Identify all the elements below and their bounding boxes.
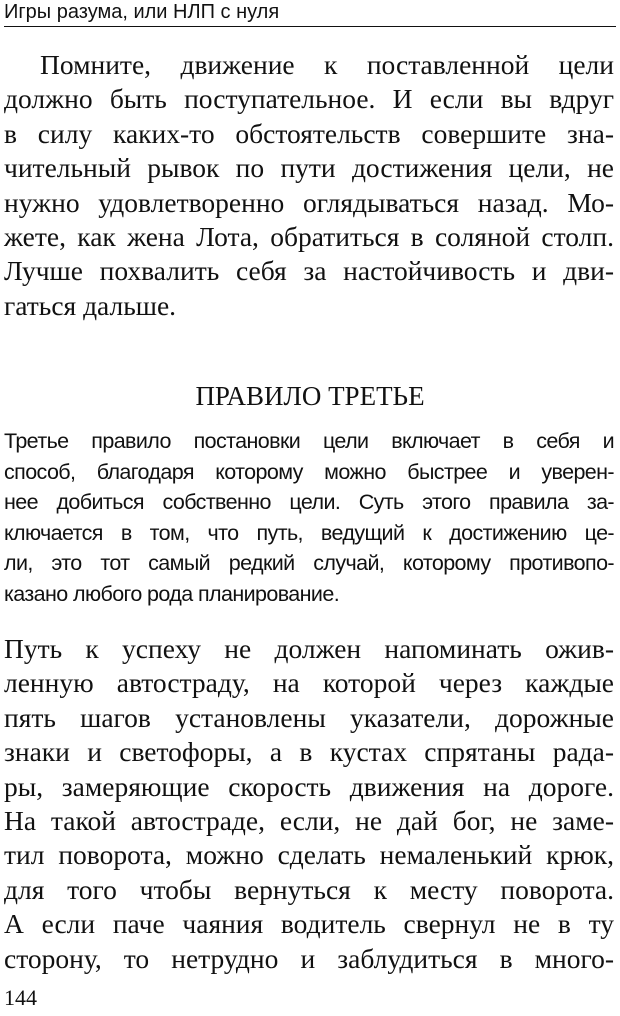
text-line: нее добиться собственно цели. Суть этого правила за- bbox=[4, 490, 614, 515]
text-line: Путь к успеху не должен напоминать ожив- bbox=[4, 633, 614, 664]
text-line: должно быть поступательное. И если вы вдруг bbox=[4, 83, 614, 115]
paragraph-2 bbox=[4, 426, 614, 610]
text-line: ключается в том, что путь, ведущий к достижению це- bbox=[4, 520, 614, 545]
section-heading: ПРАВИЛО ТРЕТЬЕ bbox=[195, 381, 425, 411]
text-line: Третье правило постановки цели включает в себя и bbox=[4, 429, 614, 453]
text-line: А если паче чаяния водитель свернул не в ту bbox=[4, 908, 614, 940]
text-line: ли, это тот самый редкий случай, которому противопо- bbox=[4, 551, 614, 576]
paragraph-1 bbox=[4, 48, 614, 323]
text-line: в силу каких-то обстоятельств совершите зна- bbox=[4, 117, 614, 149]
text-line: Помните, движение к поставленной цели bbox=[40, 49, 614, 80]
text-line: чительный рывок по пути достижения цели, не bbox=[4, 152, 614, 184]
text-line: гаться дальше. bbox=[4, 289, 177, 321]
text-line: пять шагов установлены указатели, дорожные bbox=[4, 701, 614, 733]
running-title: Игры разума, или НЛП с нуля bbox=[4, 1, 280, 23]
text-line: тил поворота, можно сделать немаленький крюк, bbox=[4, 839, 614, 871]
text-line: ленную автостраду, на которой через каждые bbox=[4, 667, 614, 699]
text-line: нужно удовлетворенно оглядываться назад. Мо- bbox=[4, 186, 614, 218]
paragraph-3 bbox=[4, 632, 614, 976]
page-number: 144 bbox=[4, 985, 37, 1010]
text-line: казано любого рода планирование. bbox=[4, 581, 340, 606]
text-line: способ, благодаря которому можно быстрее и уверен- bbox=[4, 459, 614, 484]
text-line: знаки и светофоры, а в кустах спрятаны рада- bbox=[4, 736, 614, 768]
text-line: сторону, то нетрудно и заблудиться в много- bbox=[4, 942, 614, 974]
text-line: На такой автостраде, если, не дай бог, не заме- bbox=[4, 804, 614, 836]
text-line: Лучше похвалить себя за настойчивость и дви- bbox=[4, 255, 614, 287]
running-header bbox=[4, 0, 616, 27]
text-line: ры, замеряющие скорость движения на дороге. bbox=[4, 770, 614, 802]
text-line: для того чтобы вернуться к месту поворота. bbox=[4, 873, 614, 905]
text-line: жете, как жена Лота, обратиться в соляной столп. bbox=[4, 220, 614, 252]
